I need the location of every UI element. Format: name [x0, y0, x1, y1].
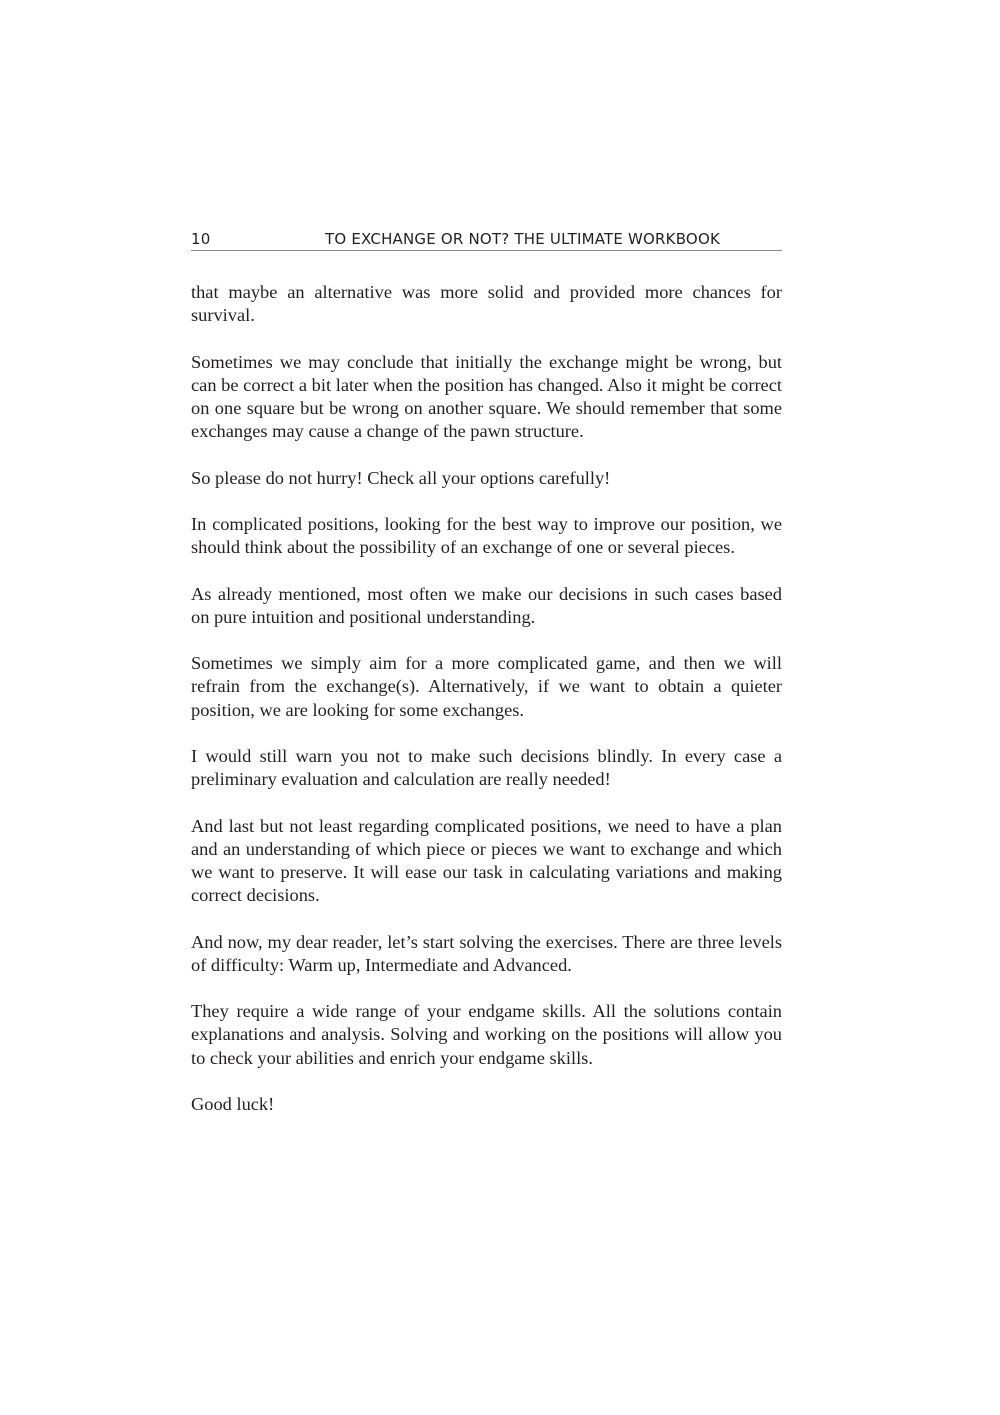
- paragraph: Good luck!: [191, 1093, 275, 1114]
- book-title: TO EXCHANGE OR NOT? THE ULTIMATE WORKBOOK: [325, 230, 720, 248]
- paragraph: I would still warn you not to make such decisions blindly. In every case a preliminary evaluation and calculation are really needed!: [191, 745, 782, 790]
- paragraph: In complicated positions, looking for the best way to improve our position, we should think about the possibility of an exchange of one or several pieces.: [191, 513, 782, 558]
- paragraph: that maybe an alternative was more solid and provided more chances for survival.: [191, 282, 782, 326]
- paragraph: Sometimes we simply aim for a more complicated game, and then we will refrain from the exchange(s). Alternatively, if we want to obtain a quieter position, we are looking for some exchanges.: [191, 653, 782, 720]
- paragraph: Sometimes we may conclude that initially the exchange might be wrong, but can be correct a bit later when the position has changed. Also it might be correct on one square but be wrong on another square. We should remember that some exchanges may cause a change of the pawn structure.: [191, 351, 782, 442]
- body-text: [191, 281, 782, 1139]
- paragraph: So please do not hurry! Check all your options carefully!: [191, 467, 611, 488]
- page-number: 10: [191, 230, 211, 248]
- running-header: [191, 228, 782, 251]
- paragraph: And last but not least regarding complicated positions, we need to have a plan and an understanding of which piece or pieces we want to exchange and which we want to preserve. It will ease our task in calculating variations and making correct decisions.: [191, 815, 782, 906]
- paragraph: As already mentioned, most often we make our decisions in such cases based on pure intuition and positional understanding.: [191, 583, 782, 627]
- paragraph: They require a wide range of your endgame skills. All the solutions contain explanations and analysis. Solving and working on the positions will allow you to check your abilities and enrich your endgame skills.: [191, 1001, 782, 1068]
- paragraph: And now, my dear reader, let’s start solving the exercises. There are three levels of difficulty: Warm up, Intermediate and Advanced.: [191, 931, 782, 975]
